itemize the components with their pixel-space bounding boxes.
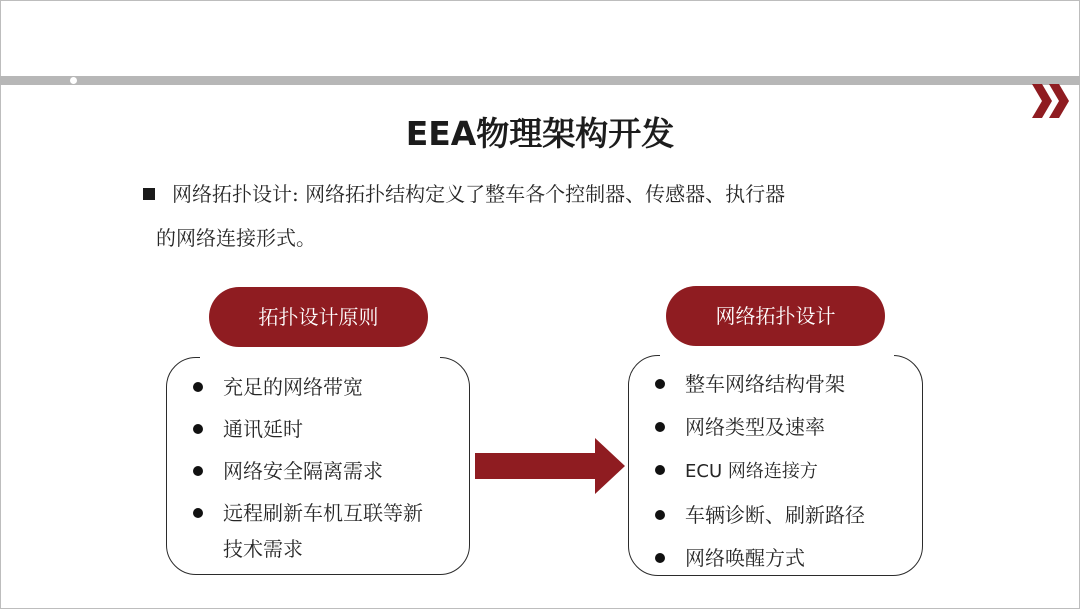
list-item-text: 通讯延时 [223,417,303,441]
list-item [223,454,423,488]
list-item-text: 网络唤醒方式 [685,546,805,570]
list-item-text: 整车网络结构骨架 [685,372,845,396]
header-dot [70,77,77,84]
list-item-text: 技术需求 [223,537,303,561]
list-item [685,367,865,401]
list-item-text: ECU 网络连接方 [685,461,818,482]
slide-title: EEA物理架构开发 [405,114,675,153]
list-item [223,412,423,446]
list-item-text: 网络安全隔离需求 [223,459,383,483]
intro-text-line-2: 的网络连接形式。 [156,226,316,250]
arrow-right-icon [475,438,625,494]
list-item [685,453,865,489]
bullet-dot-icon [655,465,665,475]
bullet-dot-icon [655,379,665,389]
left-panel-heading: 拓扑设计原则 [209,287,428,347]
list-item-continuation [223,532,423,566]
square-bullet-icon [143,188,155,200]
bullet-dot-icon [655,422,665,432]
list-item-text: 网络类型及速率 [685,415,825,439]
left-panel-frame-gap [200,354,440,360]
left-panel-list [223,370,423,574]
header-bar [0,76,1080,85]
bullet-dot-icon [193,424,203,434]
bullet-dot-icon [193,508,203,518]
bullet-dot-icon [193,466,203,476]
list-item-text: 充足的网络带宽 [223,375,363,399]
right-panel-list [685,367,865,584]
list-item-text: 车辆诊断、刷新路径 [685,503,865,527]
intro-text-line-1: 网络拓扑设计: 网络拓扑结构定义了整车各个控制器、传感器、执行器 [172,182,786,206]
list-item [223,370,423,404]
list-item [685,498,865,532]
right-panel-heading: 网络拓扑设计 [666,286,885,346]
list-item [685,541,865,575]
right-panel-frame-gap [660,352,894,358]
list-item [685,410,865,444]
bullet-dot-icon [655,553,665,563]
list-item [223,496,423,530]
list-item-text: 远程刷新车机互联等新 [223,501,423,525]
bullet-dot-icon [655,510,665,520]
bullet-dot-icon [193,382,203,392]
